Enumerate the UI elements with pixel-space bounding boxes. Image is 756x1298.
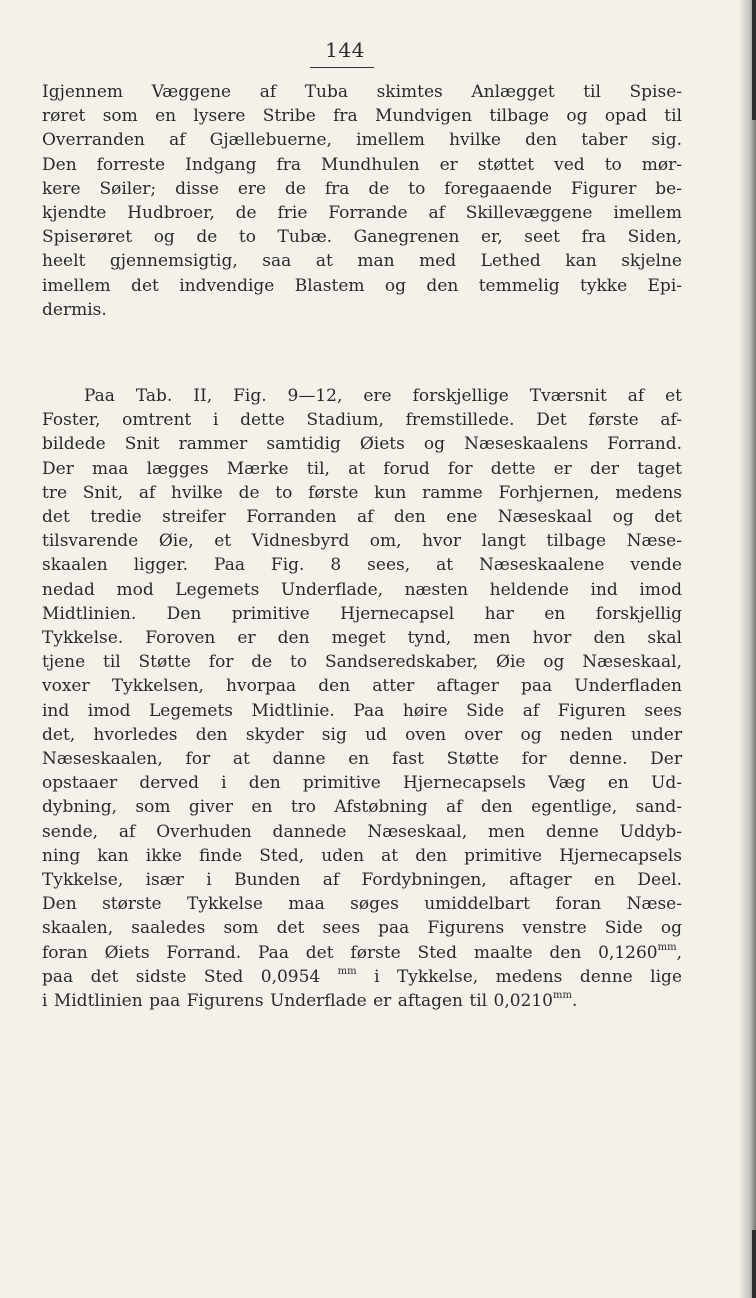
text-line: nedad mod Legemets Underflade, næsten heldende ind imod	[42, 579, 682, 600]
text-line-measurement	[42, 989, 682, 1013]
text-line: Overranden af Gjællebuerne, imellem hvilke den taber sig.	[42, 130, 682, 151]
text-line: bildede Snit rammer samtidig Øiets og Næseskaalens Forrand.	[42, 434, 682, 455]
text-line: skaalen, saaledes som det sees paa Figurens venstre Side og	[42, 918, 682, 939]
text-line: Spiserøret og de to Tubæ. Ganegrenen er, seet fra Siden,	[42, 227, 682, 248]
page-edge-binding	[752, 1230, 756, 1298]
page-edge-binding	[752, 0, 756, 120]
text-line: sende, af Overhuden dannede Næseskaal, men denne Uddyb-	[42, 821, 682, 842]
text-line: tre Snit, af hvilke de to første kun ramme Forhjernen, medens	[42, 482, 682, 503]
text-line: kjendte Hudbroer, de frie Forrande af Skillevæggene imellem	[42, 203, 682, 224]
text-line: ning kan ikke finde Sted, uden at den primitive Hjernecapsels	[42, 845, 682, 866]
text-line: dermis.	[42, 299, 107, 320]
text-line-measurement	[42, 941, 682, 965]
text-line: Næseskaalen, for at danne en fast Støtte for denne. Der	[42, 749, 682, 770]
line-tail: i Tykkelse, medens denne lige	[356, 966, 682, 987]
text-line: det tredie streifer Forranden af den ene Næseskaal og det	[42, 507, 682, 528]
unit-superscript: mm	[553, 990, 572, 1002]
text-line: opstaaer derved i den primitive Hjernecapsels Væg en Ud-	[42, 773, 682, 794]
page-number: 144	[325, 38, 365, 62]
page-number-rule	[310, 67, 374, 68]
text-line: Igjennem Væggene af Tuba skimtes Anlægget til Spise-	[42, 82, 682, 102]
line-text: paa det sidste Sted 0,0954	[42, 966, 321, 987]
text-line: Tykkelse, især i Bunden af Fordybningen, aftager en Deel.	[42, 870, 682, 891]
page-edge-shadow	[738, 0, 756, 1298]
paragraph-1	[42, 80, 682, 322]
text-line: kere Søiler; disse ere de fra de to foregaaende Figurer be-	[42, 178, 682, 199]
paragraph-2	[42, 384, 682, 1013]
text-line: Midtlinien. Den primitive Hjernecapsel har en forskjellig	[42, 603, 682, 624]
text-line: skaalen ligger. Paa Fig. 8 sees, at Næseskaalene vende	[42, 555, 682, 576]
text-line: Tykkelse. Foroven er den meget tynd, men hvor den skal	[42, 628, 682, 649]
text-line-measurement	[42, 965, 682, 989]
line-text: i Midtlinien paa Figurens Underflade er aftagen til 0,0210	[42, 991, 553, 1012]
line-text: foran Øiets Forrand. Paa det første Sted maalte den 0,1260	[42, 942, 658, 963]
text-line: voxer Tykkelsen, hvorpaa den atter aftager paa Underfladen	[42, 676, 682, 697]
text-line: Der maa lægges Mærke til, at forud for dette er der taget	[42, 458, 682, 479]
line-tail: .	[571, 991, 578, 1012]
text-line: Den største Tykkelse maa søges umiddelbart foran Næse-	[42, 894, 682, 915]
text-line: Paa Tab. II, Fig. 9—12, ere forskjellige Tværsnit af et	[84, 386, 682, 406]
unit-superscript: mm	[657, 941, 677, 953]
text-line: det, hvorledes den skyder sig ud oven over og neden under	[42, 724, 682, 745]
line-tail: ,	[676, 942, 682, 963]
text-line: dybning, som giver en tro Afstøbning af den egentlige, sand-	[42, 797, 682, 818]
text-line: Den forreste Indgang fra Mundhulen er støttet ved to mør-	[42, 154, 682, 175]
text-line: røret som en lysere Stribe fra Mundvigen tilbage og opad til	[42, 106, 682, 127]
text-line: heelt gjennemsigtig, saa at man med Lethed kan skjelne	[42, 251, 682, 272]
text-line: imellem det indvendige Blastem og den temmelig tykke Epi-	[42, 275, 682, 296]
text-line: Foster, omtrent i dette Stadium, fremstillede. Det første af-	[42, 410, 682, 431]
text-line: tjene til Støtte for de to Sandseredskaber, Øie og Næseskaal,	[42, 652, 682, 673]
text-line: tilsvarende Øie, et Vidnesbyrd om, hvor langt tilbage Næse-	[42, 531, 682, 552]
text-line: ind imod Legemets Midtlinie. Paa høire Side af Figuren sees	[42, 700, 682, 721]
unit-superscript: mm	[337, 965, 357, 977]
